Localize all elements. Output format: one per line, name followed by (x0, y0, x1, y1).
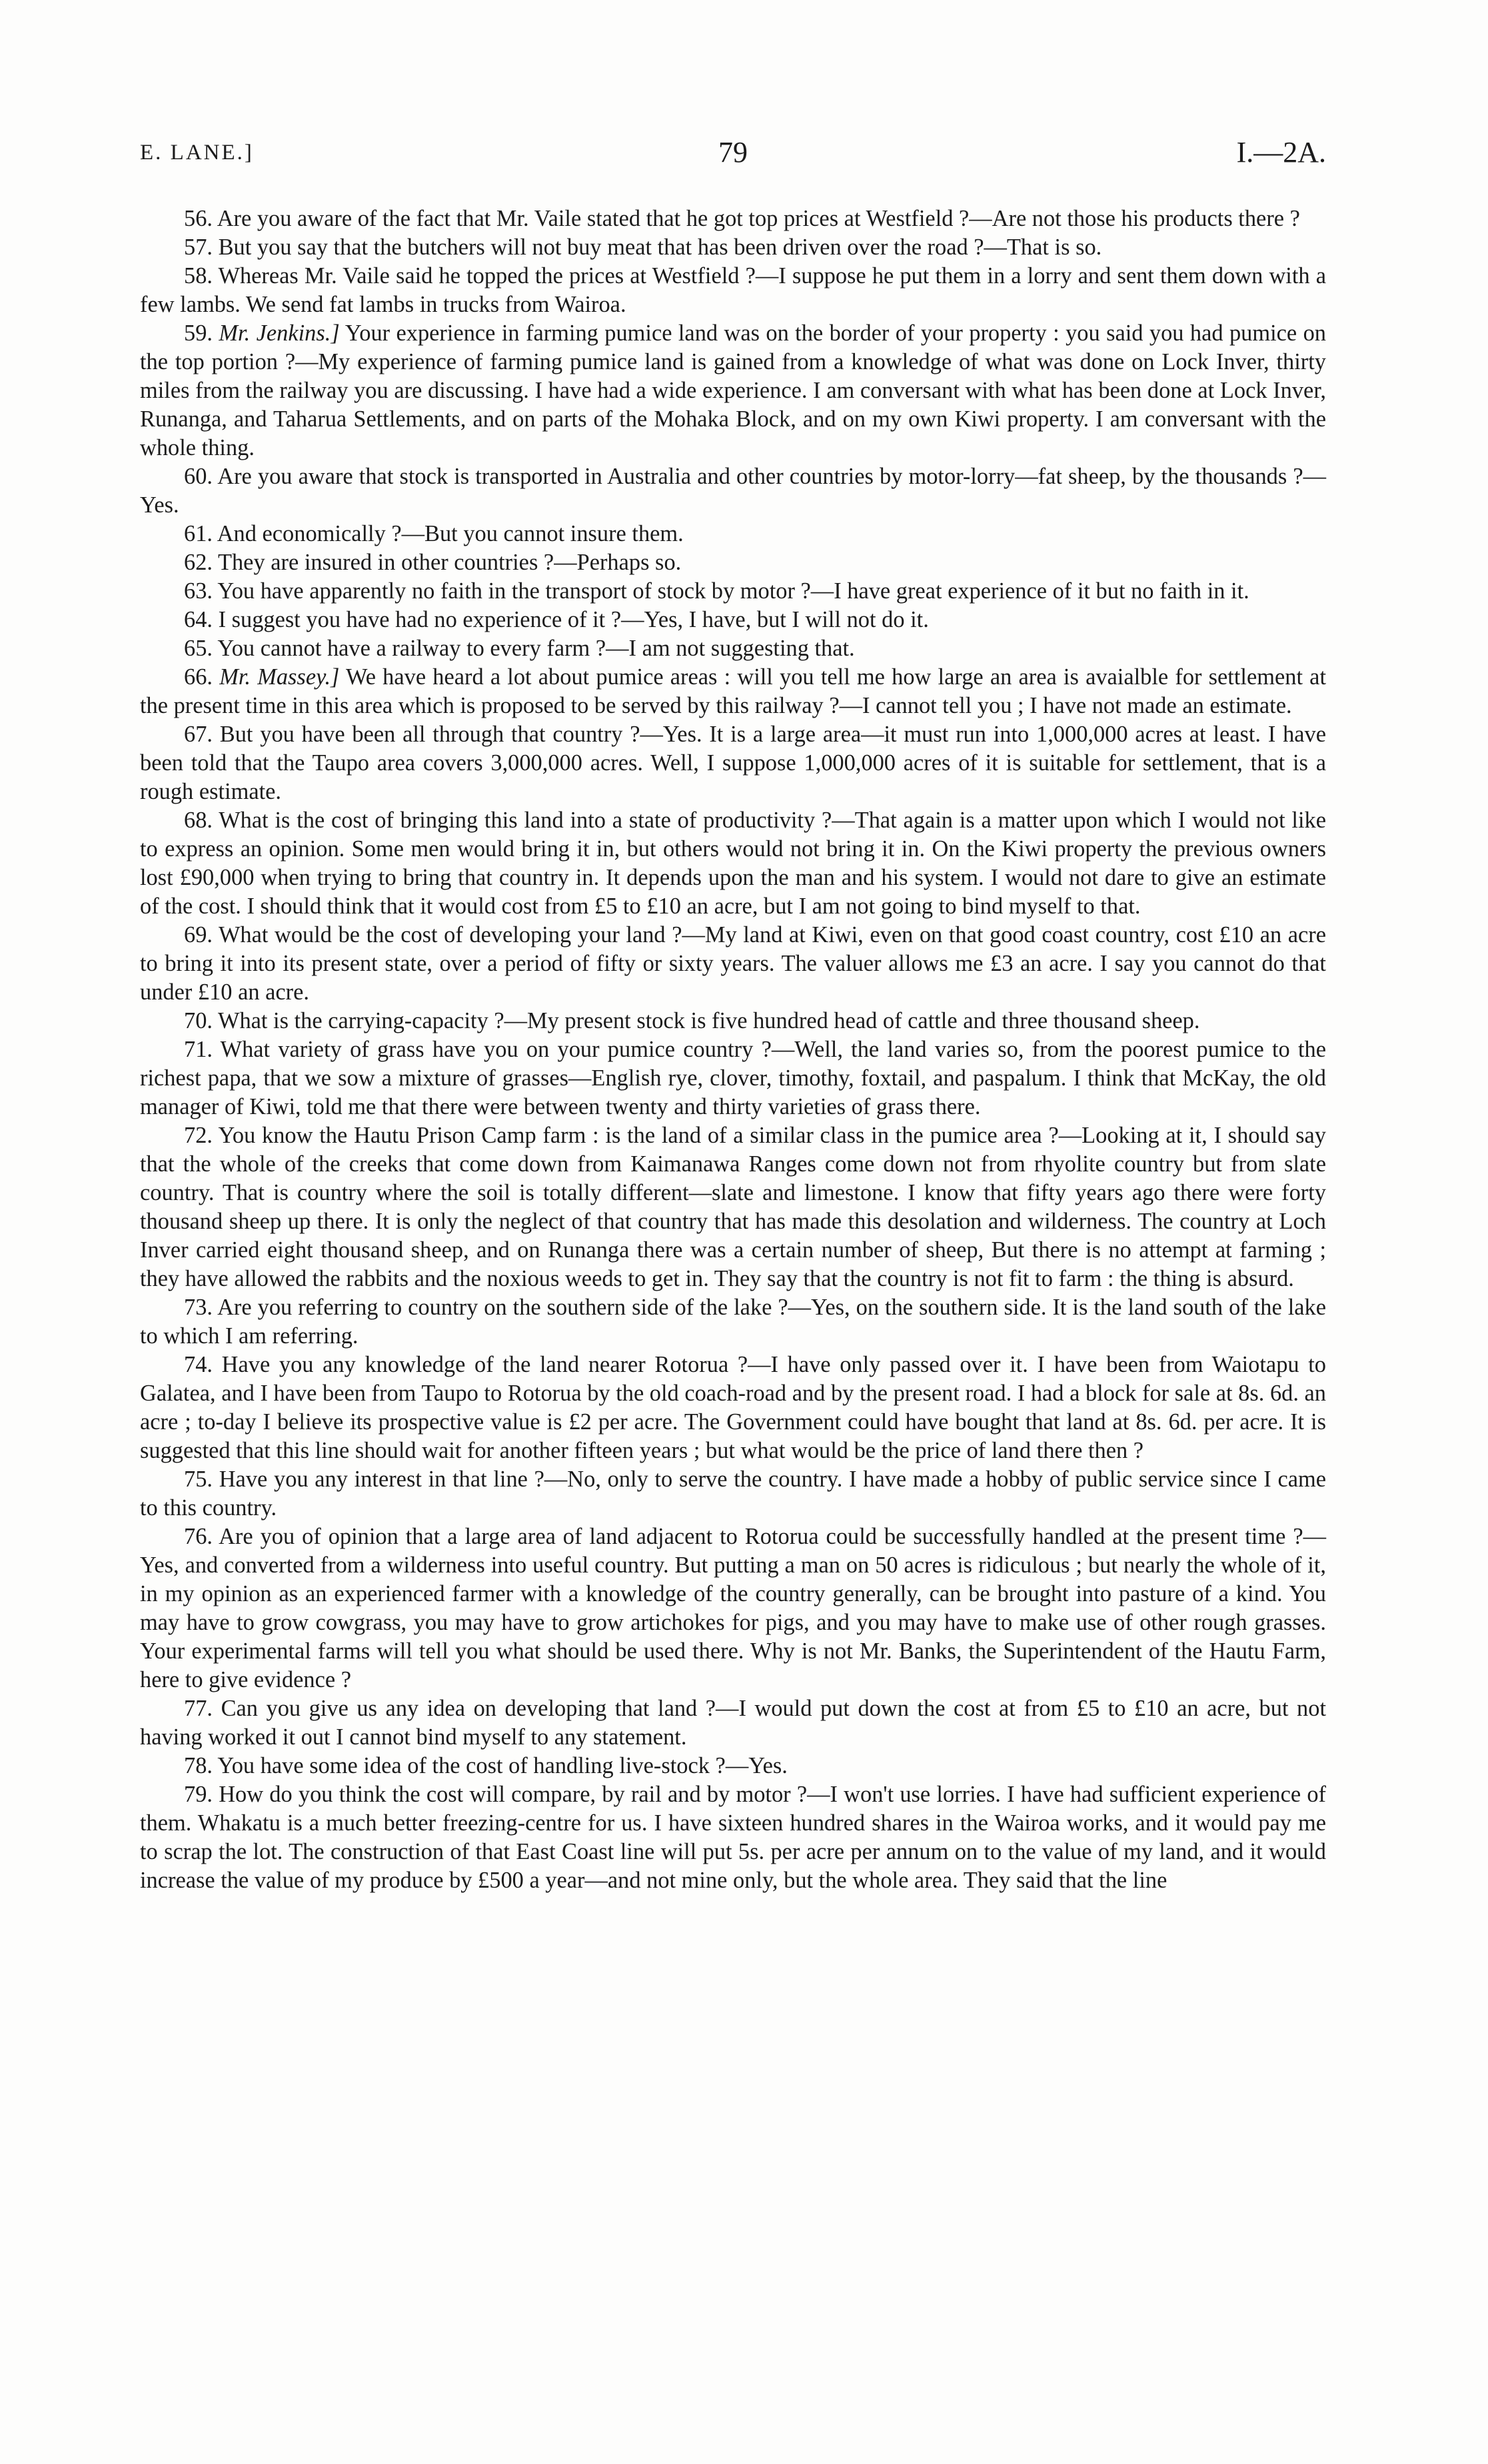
question-paragraph (140, 663, 1326, 720)
question-number: 73. (184, 1295, 213, 1320)
question-paragraph (140, 1465, 1326, 1523)
question-answer-text: What variety of grass have you on your pumice country ?—Well, the land varies so, from the poorest pumice to the richest papa, that we sow a mixture of grasses—English rye, clover, timothy, foxtail, and paspalum. I think that McKay, the old manager of Kiwi, told me that there were between twenty and thirty varieties of grass there. (140, 1037, 1326, 1119)
question-number: 75. (184, 1467, 213, 1492)
question-paragraph (140, 720, 1326, 806)
question-paragraph (140, 1351, 1326, 1465)
question-answer-text: Your experience in farming pumice land was on the border of your property : you said you had pumice on the top portion ?—My experience of farming pumice land is gained from a knowledge of what was done on Lock Inver, thirty miles from the railway you are discussing. I have had a wide experience. I am conversant with what has been done at Lock Inver, Runanga, and Taharua Settlements, and on parts of the Mohaka Block, and on my own Kiwi property. I am conversant with the whole thing. (140, 320, 1326, 460)
question-paragraph (140, 520, 1326, 548)
question-paragraph (140, 1035, 1326, 1121)
question-paragraph (140, 462, 1326, 520)
question-number: 66. (184, 664, 213, 690)
question-answer-text: Whereas Mr. Vaile said he topped the prices at Westfield ?—I suppose he put them in a lorry and sent them down with a few lambs. We send fat lambs in trucks from Wairoa. (140, 263, 1326, 317)
question-number: 57. (184, 235, 213, 260)
question-number: 78. (184, 1753, 213, 1778)
question-paragraph (140, 1694, 1326, 1752)
question-answer-text: Are you aware that stock is transported in Australia and other countries by motor-lorry—fat sheep, by the thousands ?—Yes. (140, 464, 1326, 518)
question-answer-text: What would be the cost of developing your land ?—My land at Kiwi, even on that good coast country, cost £10 an acre to bring it into its present state, over a period of fifty or sixty years. The valuer allows me £3 an acre. I say you cannot do that under £10 an acre. (140, 922, 1326, 1005)
question-answer-text: We have heard a lot about pumice areas : will you tell me how large an area is avaialble for settlement at the present time in this area which is proposed to be served by this railway ?—I cannot tell you ; I have not made an estimate. (140, 664, 1327, 718)
question-number: 59. (184, 320, 213, 346)
question-number: 65. (184, 636, 213, 661)
question-number: 69. (184, 922, 213, 947)
question-answer-text: Are you referring to country on the southern side of the lake ?—Yes, on the southern side. It is the land south of the lake to which I am referring. (140, 1295, 1326, 1349)
question-number: 63. (184, 578, 213, 604)
question-paragraph (140, 806, 1326, 921)
question-answer-text: You have some idea of the cost of handling live-stock ?—Yes. (217, 1753, 788, 1778)
question-paragraph (140, 233, 1326, 262)
question-number: 72. (184, 1123, 213, 1148)
question-number: 64. (184, 607, 213, 632)
question-paragraph (140, 577, 1326, 606)
question-answer-text: What is the cost of bringing this land into a state of productivity ?—That again is a matter upon which I would not like to express an opinion. Some men would bring it in, but others would not bring it in. On the Kiwi property the previous owners lost £90,000 when trying to bring that country in. It depends upon the man and his system. I would not dare to give an estimate of the cost. I should think that it would cost from £5 to £10 an acre, but I am not going to bind myself to that. (140, 808, 1326, 919)
question-answer-text: You know the Hautu Prison Camp farm : is the land of a similar class in the pumice area ?—Looking at it, I should say that the whole of the creeks that come down from Kaimanawa Ranges come down not from rhyolite country but from slate country. That is country where the soil is totally different—slate and limestone. I know that fifty years ago there were forty thousand sheep up there. It is only the neglect of that country that has made this desolation and wilderness. The country at Loch Inver carried eight thousand sheep, and on Runanga there was a certain number of sheep, But there is no attempt at farming ; they have allowed the rabbits and the noxious weeds to get in. They say that the country is not fit to farm : the thing is absurd. (140, 1123, 1327, 1291)
question-paragraph (140, 262, 1326, 319)
question-paragraph (140, 634, 1326, 663)
question-paragraph (140, 1121, 1326, 1293)
witness-label: E. LANE.] (140, 141, 254, 165)
paper-reference: I.—2A. (1236, 136, 1326, 169)
question-paragraph (140, 606, 1326, 634)
question-number: 68. (184, 808, 213, 833)
question-paragraph (140, 921, 1326, 1007)
question-answer-text: But you say that the butchers will not buy meat that has been driven over the road ?—That is so. (218, 235, 1102, 260)
question-number: 74. (184, 1352, 213, 1377)
question-paragraph (140, 1752, 1326, 1780)
question-answer-text: You have apparently no faith in the transport of stock by motor ?—I have great experience of it but no faith in it. (217, 578, 1249, 604)
question-paragraph (140, 548, 1326, 577)
question-number: 70. (184, 1008, 213, 1033)
question-paragraph (140, 1780, 1326, 1895)
question-answer-text: But you have been all through that country ?—Yes. It is a large area—it must run into 1,000,000 acres at least. I have been told that the Taupo area covers 3,000,000 acres. Well, I suppose 1,000,000 acres of it is suitable for settlement, that is a rough estimate. (140, 722, 1326, 804)
page-number: 79 (718, 136, 748, 169)
question-number: 61. (184, 521, 213, 546)
testimony-body (140, 205, 1326, 1895)
question-number: 76. (184, 1524, 213, 1549)
question-number: 60. (184, 464, 213, 489)
question-paragraph (140, 1523, 1326, 1694)
speaker-name: Mr. Jenkins.] (219, 320, 340, 346)
question-number: 71. (184, 1037, 213, 1062)
question-paragraph (140, 319, 1326, 462)
question-number: 77. (184, 1696, 213, 1721)
question-number: 58. (184, 263, 213, 289)
speaker-name: Mr. Massey.] (219, 664, 340, 690)
question-answer-text: Can you give us any idea on developing that land ?—I would put down the cost at from £5 to £10 an acre, but not having worked it out I cannot bind myself to any statement. (140, 1696, 1326, 1750)
question-answer-text: Have you any interest in that line ?—No, only to serve the country. I have made a hobby of public service since I came to this country. (140, 1467, 1326, 1521)
question-answer-text: Are you of opinion that a large area of land adjacent to Rotorua could be successfully handled at the present time ?—Yes, and converted from a wilderness into useful country. But putting a man on 50 acres is ridiculous ; but nearly the whole of it, in my opinion as an experienced farmer with a knowledge of the country generally, can be brought into pasture of a kind. You may have to grow cowgrass, you may have to grow artichokes for pigs, and you may have to make use of other rough grasses. Your experimental farms will tell you what should be used there. Why is not Mr. Banks, the Superintendent of the Hautu Farm, here to give evidence ? (140, 1524, 1326, 1692)
question-answer-text: You cannot have a railway to every farm ?—I am not suggesting that. (217, 636, 855, 661)
question-answer-text: Have you any knowledge of the land nearer Rotorua ?—I have only passed over it. I have been from Waiotapu to Galatea, and I have been from Taupo to Rotorua by the old coach-road and by the present road. I had a block for sale at 8s. 6d. an acre ; to-day I believe its prospective value is £2 per acre. The Government could have bought that land at 8s. 6d. per acre. It is suggested that this line should wait for another fifteen years ; but what would be the price of land there then ? (140, 1352, 1326, 1463)
question-number: 79. (184, 1782, 213, 1807)
question-paragraph (140, 205, 1326, 233)
question-answer-text: And economically ?—But you cannot insure them. (217, 521, 684, 546)
question-answer-text: They are insured in other countries ?—Perhaps so. (217, 550, 682, 575)
question-answer-text: How do you think the cost will compare, by rail and by motor ?—I won't use lorries. I have had sufficient experience of them. Whakatu is a much better freezing-centre for us. I have sixteen hundred shares in the Wairoa works, and it would pay me to scrap the lot. The construction of that East Coast line will put 5s. per acre per annum on to the value of my land, and it would increase the value of my produce by £500 a year—and not mine only, but the whole area. They said that the line (140, 1782, 1326, 1893)
question-answer-text: Are you aware of the fact that Mr. Vaile stated that he got top prices at Westfield ?—Are not those his products there ? (217, 206, 1300, 231)
question-number: 62. (184, 550, 213, 575)
question-answer-text: I suggest you have had no experience of it ?—Yes, I have, but I will not do it. (218, 607, 929, 632)
question-number: 67. (184, 722, 213, 747)
question-paragraph (140, 1293, 1326, 1351)
question-number: 56. (184, 206, 213, 231)
question-answer-text: What is the carrying-capacity ?—My present stock is five hundred head of cattle and three thousand sheep. (217, 1008, 1200, 1033)
question-paragraph (140, 1007, 1326, 1035)
page-header (140, 135, 1326, 175)
